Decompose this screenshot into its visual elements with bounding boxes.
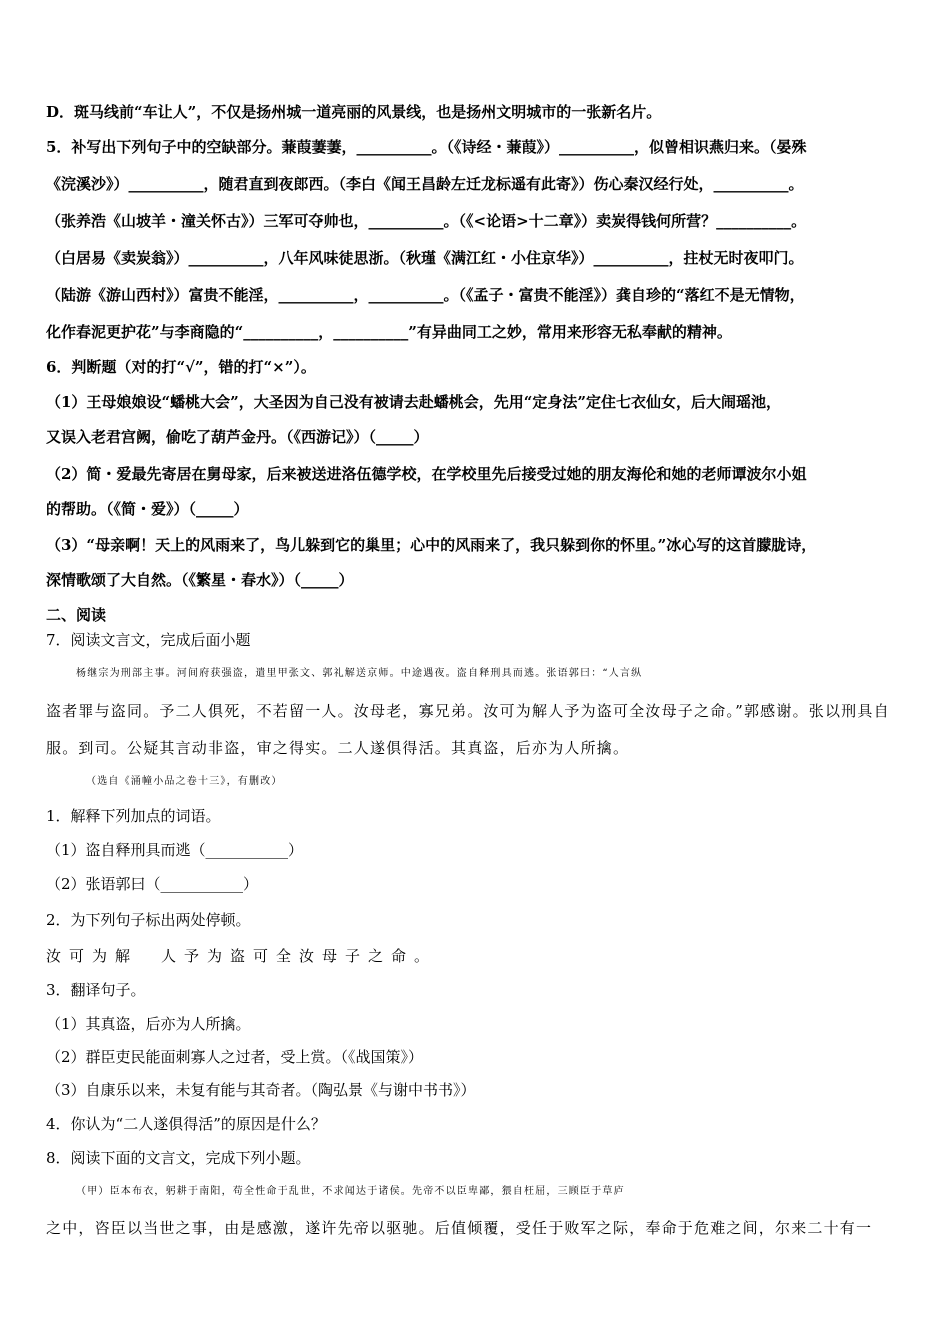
passage-8-line-2: 之中，咨臣以当世之事，由是感激，遂许先帝以驱驰。后值倾覆，受任于败军之际，奉命于危难之间，尔来二十有一	[46, 1219, 873, 1237]
question-7-title: 7．阅读文言文，完成后面小题	[46, 631, 251, 649]
subquestion-2-title: 2．为下列句子标出两处停顿。	[46, 911, 251, 929]
subquestion-1-item-1: （1）盗自释刑具而逃（___________）	[46, 841, 304, 859]
passage-8-line-1: （甲）臣本布衣，躬耕于南阳，苟全性命于乱世，不求闻达于诸侯。先帝不以臣卑鄙，猥自枉屈，三顾臣于草庐	[76, 1186, 625, 1197]
question-5-line-5: （陆游《游山西村》）富贵不能淫，__________，__________。（《孟子・富贵不能淫》）龚自珍的“落红不是无情物，	[46, 286, 805, 304]
question-6-item-2-line-1: （2）简・爱最先寄居在舅母家，后来被送进洛伍德学校，在学校里先后接受过她的朋友海伦和她的老师谭波尔小姐	[46, 465, 807, 483]
subquestion-2-sentence: 汝可为解 人予为盗可全汝母子之命。	[46, 947, 438, 965]
subquestion-3-title: 3．翻译句子。	[46, 981, 146, 999]
subquestion-3-item-3: （3）自康乐以来，未复有能与其奇者。（陶弘景《与谢中书书》）	[46, 1081, 476, 1099]
passage-7-line-1: 杨继宗为刑部主事。河间府获强盗，遣里甲张文、郭礼解送京师。中途遇夜。盗自释刑具而逃。张语郭曰：“人言纵	[76, 668, 643, 679]
question-6-item-3-line-1: （3）“母亲啊！天上的风雨来了，鸟儿躲到它的巢里；心中的风雨来了，我只躲到你的怀里。”冰心写的这首朦胧诗，	[46, 536, 817, 554]
passage-7-line-2: 盗者罪与盗同。予二人俱死，不若留一人。汝母老，寡兄弟。汝可为解人予为盗可全汝母子之命。”郭感谢。张以刑具自	[46, 702, 890, 720]
question-5-line-2: 《浣溪沙》）__________，随君直到夜郎西。（李白《闻王昌龄左迁龙标遥有此寄》）伤心秦汉经行处，__________。	[46, 175, 804, 193]
subquestion-1-item-2: （2）张语郭曰（___________）	[46, 875, 259, 893]
question-5-line-1: 5．补写出下列句子中的空缺部分。蒹葭萋萋，__________。（《诗经・蒹葭》）__________，似曾相识燕归来。（晏殊	[46, 138, 807, 156]
question-6-item-1-line-2: 又误入老君宫阙，偷吃了葫芦金丹。（《西游记》）（_____）	[46, 428, 429, 446]
subquestion-3-item-2: （2）群臣吏民能面刺寡人之过者，受上赏。（《战国策》）	[46, 1048, 424, 1066]
subquestion-4-title: 4．你认为“二人遂俱得活”的原因是什么？	[46, 1115, 326, 1133]
question-6-title: 6．判断题（对的打“√”，错的打“×”）。	[46, 358, 316, 376]
question-5-line-3: （张养浩《山坡羊・潼关怀古》）三军可夺帅也，__________。（《<论语>十二章》）卖炭得钱何所营？__________。	[46, 212, 807, 230]
passage-7-line-3: 服。到司。公疑其言动非盗，审之得实。二人遂俱得活。其真盗，后亦为人所擒。	[46, 739, 630, 757]
passage-7-source: （选自《涌幢小品之卷十三》，有删改）	[86, 776, 283, 787]
question-6-item-3-line-2: 深情歌颂了大自然。（《繁星・春水》）（_____）	[46, 571, 354, 589]
subquestion-3-item-1: （1）其真盗，后亦为人所擒。	[46, 1015, 251, 1033]
option-d-line: D．斑马线前“车让人”，不仅是扬州城一道亮丽的风景线，也是扬州文明城市的一张新名片。	[46, 103, 662, 121]
section-reading-heading: 二、阅读	[46, 606, 107, 624]
question-6-item-1-line-1: （1）王母娘娘设“蟠桃大会”，大圣因为自己没有被请去赴蟠桃会，先用“定身法”定住七衣仙女，后大闹瑶池，	[46, 393, 781, 411]
question-5-line-6: 化作春泥更护花”与李商隐的“__________，__________”有异曲同工之妙，常用来形容无私奉献的精神。	[46, 323, 732, 341]
question-8-title: 8．阅读下面的文言文，完成下列小题。	[46, 1149, 311, 1167]
subquestion-1-title: 1．解释下列加点的词语。	[46, 807, 221, 825]
question-6-item-2-line-2: 的帮助。（《简・爱》）（_____）	[46, 500, 249, 518]
question-5-line-4: （白居易《卖炭翁》）__________，八年风味徒思浙。（秋瑾《满江红・小住京华》）__________，拄杖无时夜叩门。	[46, 249, 804, 267]
